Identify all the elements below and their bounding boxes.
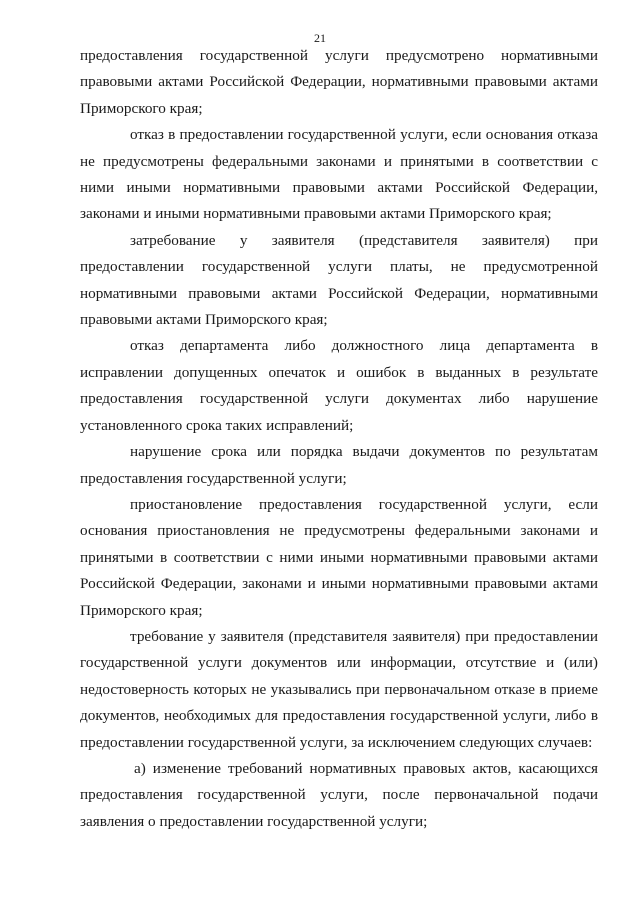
paragraph: приостановление предоставления государственной услуги, если основания приостановления не предусмотрены федеральными законами и принятыми в соответствии с ними иными нормативными правовыми актами Российской Федерации, законами и иными нормативными правовыми актами Приморского края; [80, 495, 598, 619]
paragraph: отказ департамента либо должностного лица департамента в исправлении допущенных опечаток и ошибок в выданных в результате предоставления государственной услуги документах либо нарушение установленного срока таких исправлений; [80, 337, 598, 434]
paragraph: требование у заявителя (представителя заявителя) при предоставлении государственной услуги документов или информации, отсутствие и (или) недостоверность которых не указывались при первоначальном отказе в приеме документов, необходимых для предоставления государственной услуги, либо в предоставлении государственной услуги, за исключением следующих случаев: [80, 627, 598, 751]
page-number: 21 [314, 31, 326, 45]
paragraph: затребование у заявителя (представителя заявителя) при предоставлении государственной услуги платы, не предусмотренной нормативными правовыми актами Российской Федерации, нормативными правовыми актами Приморского края; [80, 231, 598, 329]
paragraph-continuation: предоставления государственной услуги предусмотрено нормативными правовыми актами Российской Федерации, нормативными правовыми актами Приморского края; [80, 47, 598, 117]
paragraph: отказ в предоставлении государственной услуги, если основания отказа не предусмотрены федеральными законами и принятыми в соответствии с ними иными нормативными правовыми актами Российской Федерации, законами и иными нормативными правовыми актами Приморского края; [80, 126, 598, 223]
list-item-a: а) изменение требований нормативных правовых актов, касающихся предоставления государственной услуги, после первоначальной подачи заявления о предоставлении государственной услуги; [80, 759, 598, 830]
document-body [80, 43, 598, 835]
paragraph: нарушение срока или порядка выдачи документов по результатам предоставления государственной услуги; [80, 443, 598, 487]
